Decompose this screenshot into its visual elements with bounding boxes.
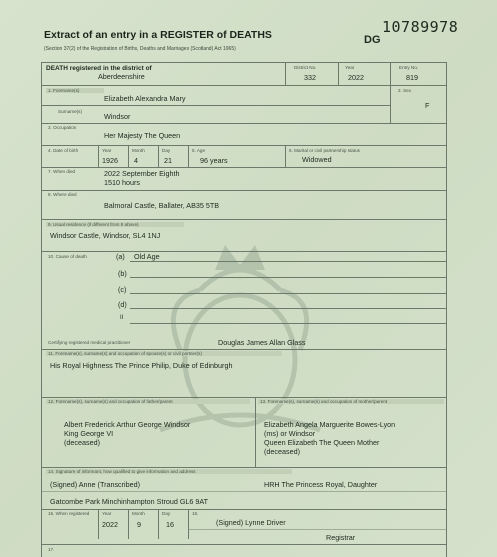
- registrar-section-label: 16.: [192, 511, 199, 516]
- cause-c-marker: (c): [118, 285, 127, 294]
- reg-month-label: Month: [132, 511, 145, 516]
- certifying-value: Douglas James Allan Glass: [218, 338, 306, 347]
- marital-value: Widowed: [302, 155, 332, 164]
- district-no-value: 332: [304, 73, 316, 82]
- entry-no-label: Entry No.: [399, 65, 419, 70]
- reg-year-label: Year: [102, 511, 112, 516]
- cause-a-value: Old Age: [134, 252, 160, 261]
- when-died-time: 1510 hours: [104, 178, 140, 187]
- dg-code: DG: [364, 34, 381, 46]
- district-value: Aberdeenshire: [98, 72, 145, 81]
- year-label: Year: [345, 65, 355, 70]
- district-no-label: District No.: [294, 65, 317, 70]
- dob-day-value: 21: [164, 156, 172, 165]
- serial-number: 10789978: [382, 18, 459, 36]
- certifying-label: Certifying registered medical practitioner: [48, 340, 131, 345]
- age-label: 5. Age: [192, 148, 206, 153]
- mother-label: 13. Forename(s), surname(s) and occupation of mother/parent: [260, 399, 388, 404]
- occupation-value: Her Majesty The Queen: [104, 131, 181, 140]
- forenames-label: 1. Forename(s): [48, 88, 80, 93]
- when-registered-label: 15. When registered: [48, 511, 90, 516]
- entry-no-value: 819: [406, 73, 418, 82]
- informant-qualification: HRH The Princess Royal, Daughter: [264, 480, 378, 489]
- mother-line-1: Elizabeth Angela Marguerite Bowes-Lyon: [264, 420, 396, 429]
- informant-signature: (Signed) Anne (Transcribed): [50, 480, 141, 489]
- cause-label: 10. Cause of death: [48, 254, 87, 259]
- informant-label: 14. Signature of informant, how qualified to give information and address: [48, 469, 196, 474]
- death-registered-label: DEATH registered in the district of: [46, 65, 152, 72]
- where-died-value: Balmoral Castle, Ballater, AB35 5TB: [104, 201, 220, 210]
- father-label: 12. Forename(s), surname(s) and occupation of father/parent: [48, 399, 173, 404]
- age-value: 96 years: [200, 156, 228, 165]
- when-died-label: 7. When died: [48, 169, 76, 174]
- dob-year-label: Year: [102, 148, 112, 153]
- sex-value: F: [425, 101, 430, 110]
- usual-residence-value: Windsor Castle, Windsor, SL4 1NJ: [50, 231, 161, 240]
- year-value: 2022: [348, 73, 364, 82]
- reg-day-label: Day: [162, 511, 171, 516]
- forenames-value: Elizabeth Alexandra Mary: [104, 94, 186, 103]
- cause-b-marker: (b): [118, 269, 127, 278]
- sex-label: 2. Sex: [398, 88, 412, 93]
- document-subtitle: (Section 37(2) of the Registration of Births, Deaths and Marriages (Scotland) Act 1965): [44, 46, 236, 52]
- usual-residence-label: 9. Usual residence (if different from 8 above): [48, 222, 139, 227]
- father-line-2: King George VI: [64, 429, 114, 438]
- reg-month-value: 9: [137, 520, 141, 529]
- cause-a-marker: (a): [116, 252, 125, 261]
- spouse-label: 11. Forename(s), surname(s) and occupation of spouse(s) or civil partner(s): [48, 351, 202, 356]
- surname-value: Windsor: [104, 112, 131, 121]
- dob-month-label: Month: [132, 148, 145, 153]
- document-title: Extract of an entry in a REGISTER of DEATHS: [44, 29, 272, 41]
- reg-year-value: 2022: [102, 520, 118, 529]
- register-form: [41, 62, 447, 557]
- row-17-label: 17.: [48, 547, 55, 552]
- mother-line-2: (ms) or Windsor: [264, 429, 316, 438]
- when-died-value: 2022 September Eighth: [104, 169, 180, 178]
- cause-d-marker: (d): [118, 300, 127, 309]
- father-line-1: Albert Frederick Arthur George Windsor: [64, 420, 191, 429]
- registrar-signature: (Signed) Lynne Driver: [216, 518, 286, 527]
- marital-label: 6. Marital or civil partnership status: [289, 148, 360, 153]
- reg-day-value: 16: [166, 520, 174, 529]
- dob-day-label: Day: [162, 148, 171, 153]
- dob-year-value: 1926: [102, 156, 118, 165]
- where-died-label: 8. Where died: [48, 192, 77, 197]
- informant-address: Gatcombe Park Minchinhampton Stroud GL6 9AT: [50, 497, 209, 506]
- surname-label: Surname(s): [58, 109, 82, 114]
- mother-line-4: (deceased): [264, 447, 300, 456]
- father-line-3: (deceased): [64, 438, 100, 447]
- cause-ii-marker: II: [120, 315, 124, 321]
- dob-label: 4. Date of birth: [48, 148, 79, 153]
- occupation-label: 3. Occupation: [48, 125, 77, 130]
- registrar-title: Registrar: [326, 533, 356, 542]
- dob-month-value: 4: [134, 156, 138, 165]
- spouse-value: His Royal Highness The Prince Philip, Duke of Edinburgh: [50, 361, 233, 370]
- mother-line-3: Queen Elizabeth The Queen Mother: [264, 438, 380, 447]
